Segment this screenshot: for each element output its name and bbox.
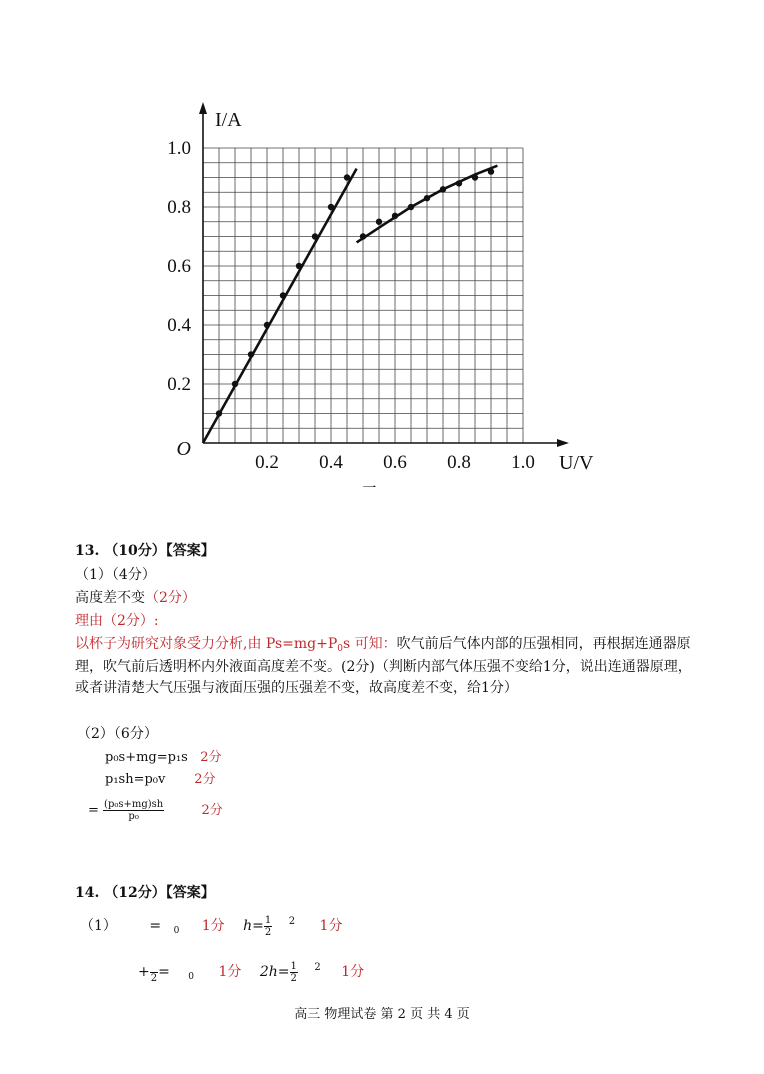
x-tick-label: 0.6 [383,452,407,473]
data-point-s2 [408,204,414,210]
q13-line1 [75,588,196,608]
q14-heading: 14. （12分）【答案】 [75,885,215,901]
data-point-s2 [440,186,446,192]
data-point-s1 [264,322,270,328]
q13-reason-red: 以杯子为研究对象受力分析,由 $Ps=mg+P_0s$ 可知： [75,636,397,654]
data-point-s2 [456,180,462,186]
q13-eq2: p₁sh=p₀v 2分 [105,772,216,787]
data-point-s1 [216,410,222,416]
q14-eq-row1: （1） = $_0$ 1分 h= $\frac{1}{2}$ $^2$ 1分 [80,914,343,938]
data-point-s1 [328,204,334,210]
y-tick-label: 0.8 [167,197,191,218]
q13-reason-paragraph [75,634,700,699]
chart-grid [203,148,523,443]
data-point-s1 [280,292,286,298]
fit-line-1 [203,169,357,443]
data-point-s1 [248,351,254,357]
data-point-s2 [488,168,494,174]
data-point-s1 [296,263,302,269]
y-tick-label: 0.2 [167,374,191,395]
y-axis-label: I/A [215,109,242,131]
q13-part2: （2）（6分） [77,726,158,742]
y-tick-label: 1.0 [167,138,191,159]
q13-eq3-fraction: $\frac{\text{(p₀s+mg)sh}}{\text{p₀}}$ [104,799,164,822]
x-axis-label: U/V [559,452,594,474]
x-tick-label: 0.2 [255,452,279,473]
page-footer: 高三 物理试卷 第 2 页 共 4 页 [294,1007,470,1022]
data-point-s1 [232,381,238,387]
y-axis-arrow [199,102,207,114]
q13-eq3: = $\frac{\text{(p₀s+mg)sh}}{\text{p₀}}$ 2分 [88,799,223,822]
data-point-s1 [344,174,350,180]
data-point-s2 [360,233,366,239]
q14-eq-row2: + 2 = $_0$ 1分 2h= $\frac{1}{2}$ $^2$ 1分 [138,960,365,984]
iu-chart [150,95,610,505]
data-point-s2 [392,213,398,219]
q13-reason-black: 吹气前后气体内部的压强相同，再根据连通器原理，吹气前后透明杯内外液面高度差不变。(2分)（判断内部气体压强不变给1分，说出连通器原理，或者讲清楚大气压强与液面压强的压强差不变，故高度差不变，给1分） [75,636,692,696]
q13-part1: （1）（4分） [75,567,156,583]
y-tick-label: 0.4 [167,315,191,336]
q13-conclusion: 高度差不变 [75,590,145,606]
q13-eq1: p₀s+mg=p₁s 2分 [105,750,222,765]
origin-label: O [176,438,191,460]
x-axis-arrow [557,439,569,447]
data-point-s2 [424,195,430,201]
q13-heading: 13. （10分）【答案】 [75,543,215,559]
data-point-s2 [472,174,478,180]
data-point-s2 [376,219,382,225]
axis-labels [167,109,594,497]
y-tick-label: 0.6 [167,256,191,277]
q13-reason-label: 理由（2分）: [75,613,159,629]
chart-axes [199,102,569,447]
x-tick-label: 1.0 [511,452,535,473]
q13-score-1: （2分） [145,590,196,606]
x-tick-label: 0.8 [447,452,471,473]
data-points [216,168,494,416]
chart-annotation: 一 [362,482,377,497]
data-point-s1 [312,233,318,239]
x-tick-label: 0.4 [319,452,343,473]
